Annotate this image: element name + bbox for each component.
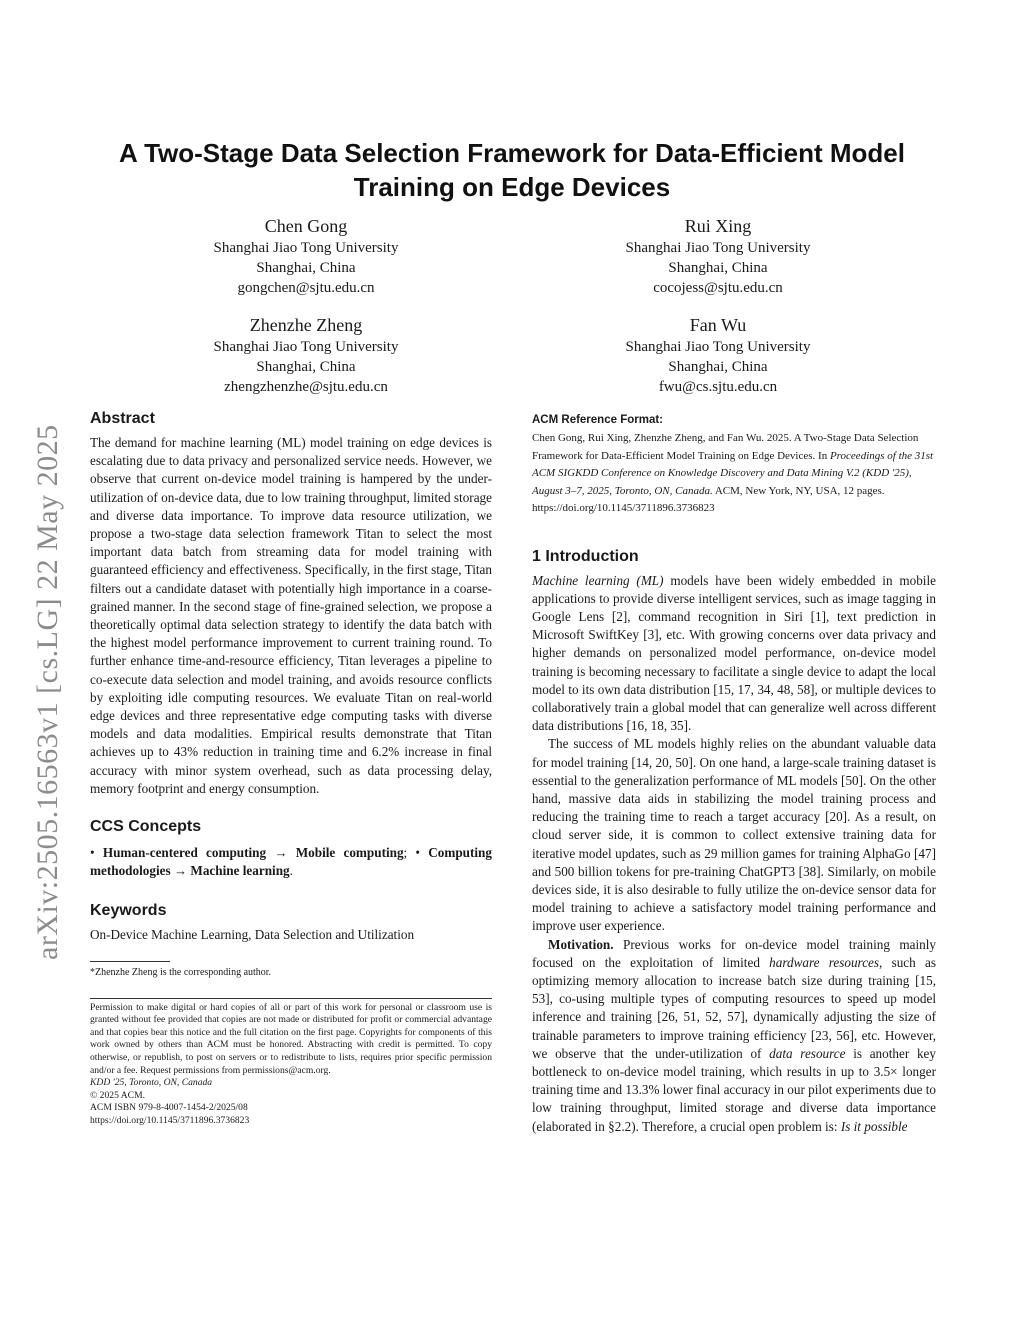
intro-p3-a: Previous works for on-device model training mainly focused on the exploitation of limited xyxy=(532,936,936,970)
abstract-text: The demand for machine learning (ML) model training on edge devices is escalating due to data privacy and personalized service needs. However, we observe that current on-device model training is hampered by the under-utilization of on-device data, due to low training throughput, limited storage and diverse data importance. To improve data resource utilization, we propose a two-stage data selection framework Titan to select the most important data batch from streaming data for model training with guaranteed efficiency and effectiveness. Specifically, in the first stage, Titan filters out a candidate dataset with potentially high importance in a coarse-grained manner. In the second stage of fine-grained selection, we propose a theoretically optimal data selection strategy to identify the data batch with the highest model performance improvement to current training round. To further enhance time-and-resource efficiency, Titan leverages a pipeline to co-execute data selection and model training, and avoids resource conflicts by exploiting idle computing resources. We evaluate Titan on real-world edge devices and three representative edge computing tasks with diverse models and data modalities. Empirical results demonstrate that Titan achieves up to 43% reduction in training time and 6.2% increase in final accuracy with minor system overhead, such as data processing delay, memory footprint and energy consumption. xyxy=(90,435,492,796)
author-affiliation: Shanghai Jiao Tong University xyxy=(213,240,399,256)
paper-title xyxy=(60,136,964,204)
left-column xyxy=(90,408,492,1128)
title-line-2: Training on Edge Devices xyxy=(353,172,671,202)
intro-paragraph-2: The success of ML models highly relies on the abundant valuable data for model training [14, 20, 50]. On one hand, a large-scale training dataset is essential to the generalization performance of ML models [50]. On the other hand, massive data aids in stabilizing the model training process and reducing the training time to reach a target accuracy [20]. As a result, on cloud server side, it is common to collect extensive training data for iterative model updates, such as 29 million games for training AlphaGo [47] and 500 billion tokens for pre-training ChatGPT3 [38]. Similarly, on mobile devices side, it is also desirable to fully utilize the on-device sensor data for model training to achieve a satisfactory model training performance and improve user experience. xyxy=(532,736,936,934)
author-name: Fan Wu xyxy=(689,315,747,335)
permission-divider xyxy=(90,998,492,999)
intro-heading: 1 Introduction xyxy=(532,547,639,565)
doi-link[interactable]: https://doi.org/10.1145/3711896.3736823 xyxy=(90,1115,250,1127)
hardware-resources-term: hardware resources xyxy=(769,954,880,970)
ccs-item-2-sub: Machine learning xyxy=(190,863,290,879)
author-block-3 xyxy=(146,313,466,397)
ccs-item-1-sub: Mobile computing xyxy=(295,845,404,861)
author-email: zhengzhenzhe@sjtu.edu.cn xyxy=(224,379,388,395)
copyright-line: © 2025 ACM. xyxy=(90,1089,145,1101)
acm-ref-heading: ACM Reference Format: xyxy=(532,414,663,426)
open-problem-text: Is it possible xyxy=(840,1118,908,1134)
abstract-heading: Abstract xyxy=(90,410,155,427)
right-column xyxy=(532,412,936,1136)
ccs-concepts: • Human-centered computing → Mobile computing; • Computing methodologies → Machine learning. xyxy=(90,845,492,879)
author-affiliation: Shanghai Jiao Tong University xyxy=(213,339,399,355)
intro-p3-b: , such as optimizing memory allocation to increase batch size during training [15, 53], co-using multiple types of computing resources to speed up model inference and training [26, 51, 52, 57], dynamically adjusting the size of trainable parameters to improve training efficiency [23, 56], etc. However, we observe that the under-utilization of xyxy=(532,954,936,1061)
acm-ref-text xyxy=(532,430,936,518)
ml-term: Machine learning (ML) xyxy=(532,572,664,588)
intro-paragraph-3 xyxy=(532,936,936,1136)
footnote: *Zhenzhe Zheng is the corresponding author. xyxy=(90,966,272,978)
ccs-heading: CCS Concepts xyxy=(90,818,202,836)
author-block-1 xyxy=(146,214,466,298)
author-affiliation: Shanghai Jiao Tong University xyxy=(625,240,811,256)
arrow-icon: → xyxy=(274,845,288,861)
acm-ref-part-a: Chen Gong, Rui Xing, Zhenzhe Zheng, and Fan Wu. 2025. A Two-Stage Data Selection Framework for Data-Efficient Model Training on Edge Devices. In xyxy=(532,432,919,462)
author-name: Rui Xing xyxy=(684,216,752,236)
author-location: Shanghai, China xyxy=(256,260,356,276)
author-email: fwu@cs.sjtu.edu.cn xyxy=(658,379,778,395)
intro-p3-c: is another key bottleneck to on-device model training, which results in up to 3.5× longer training time and 13.3% lower final accuracy in our pilot experiments due to low training throughput, limited storage and diverse data importance (elaborated in §2.2). Therefore, a crucial open problem is: xyxy=(532,1045,936,1134)
author-name: Zhenzhe Zheng xyxy=(249,315,363,335)
author-affiliation: Shanghai Jiao Tong University xyxy=(625,339,811,355)
ccs-item-2: Computing methodologies xyxy=(90,845,492,879)
author-email: gongchen@sjtu.edu.cn xyxy=(237,280,375,296)
keywords-heading: Keywords xyxy=(90,902,167,920)
author-name: Chen Gong xyxy=(264,216,348,236)
keywords-text: On-Device Machine Learning, Data Selection and Utilization xyxy=(90,927,415,943)
title-line-1: A Two-Stage Data Selection Framework for Data-Efficient Model xyxy=(119,138,905,168)
intro-paragraph-1 xyxy=(532,572,936,736)
ccs-item-1: Human-centered computing xyxy=(102,845,267,861)
author-block-4 xyxy=(558,313,878,397)
motivation-label: Motivation. xyxy=(548,936,614,952)
footnote-divider xyxy=(90,961,170,962)
acm-ref-part-b: ACM, New York, NY, USA, 12 pages. https://doi.org/10.1145/3711896.3736823 xyxy=(532,484,885,514)
author-location: Shanghai, China xyxy=(256,359,356,375)
isbn-line: ACM ISBN 979-8-4007-1454-2/2025/08 xyxy=(90,1102,248,1114)
author-location: Shanghai, China xyxy=(668,260,768,276)
intro-p1-text: models have been widely embedded in mobile applications to provide diverse intelligent services, such as image tagging in Google Lens [2], command recognition in Siri [1], text prediction in Microsoft SwiftKey [3], etc. With growing concerns over data privacy and higher demands on personalized model performance, on-device model training is becoming necessary to facilitate a single device to adapt the local model to its own data distribution [15, 17, 34, 48, 58], or multiple devices to collaboratively train a global model that can generalize well across different data distributions [16, 18, 35]. xyxy=(532,572,936,734)
acm-ref-proceedings: Proceedings of the 31st ACM SIGKDD Conference on Knowledge Discovery and Data Mining V.2 (KDD '25), August 3–7, 2025, Toronto, ON, Canada. xyxy=(532,449,934,497)
author-block-2 xyxy=(558,214,878,298)
venue-line: KDD '25, Toronto, ON, Canada xyxy=(90,1077,213,1089)
author-email: cocojess@sjtu.edu.cn xyxy=(653,280,783,296)
author-location: Shanghai, China xyxy=(668,359,768,375)
arxiv-stamp: arXiv:2505.16563v1 [cs.LG] 22 May 2025 xyxy=(31,424,64,960)
arrow-icon: → xyxy=(173,863,188,879)
permission-text: Permission to make digital or hard copies of all or part of this work for personal or classroom use is granted without fee provided that copies are not made or distributed for profit or commercial advantage and that copies bear this notice and the full citation on the first page. Copyrights for components of this work owned by others than ACM must be honored. Abstracting with credit is permitted. To copy otherwise, or republish, to post on servers or to redistribute to lists, requires prior specific permission and/or a fee. Request permissions from permissions@acm.org. xyxy=(90,1001,492,1076)
data-resource-term: data resource xyxy=(769,1045,846,1061)
